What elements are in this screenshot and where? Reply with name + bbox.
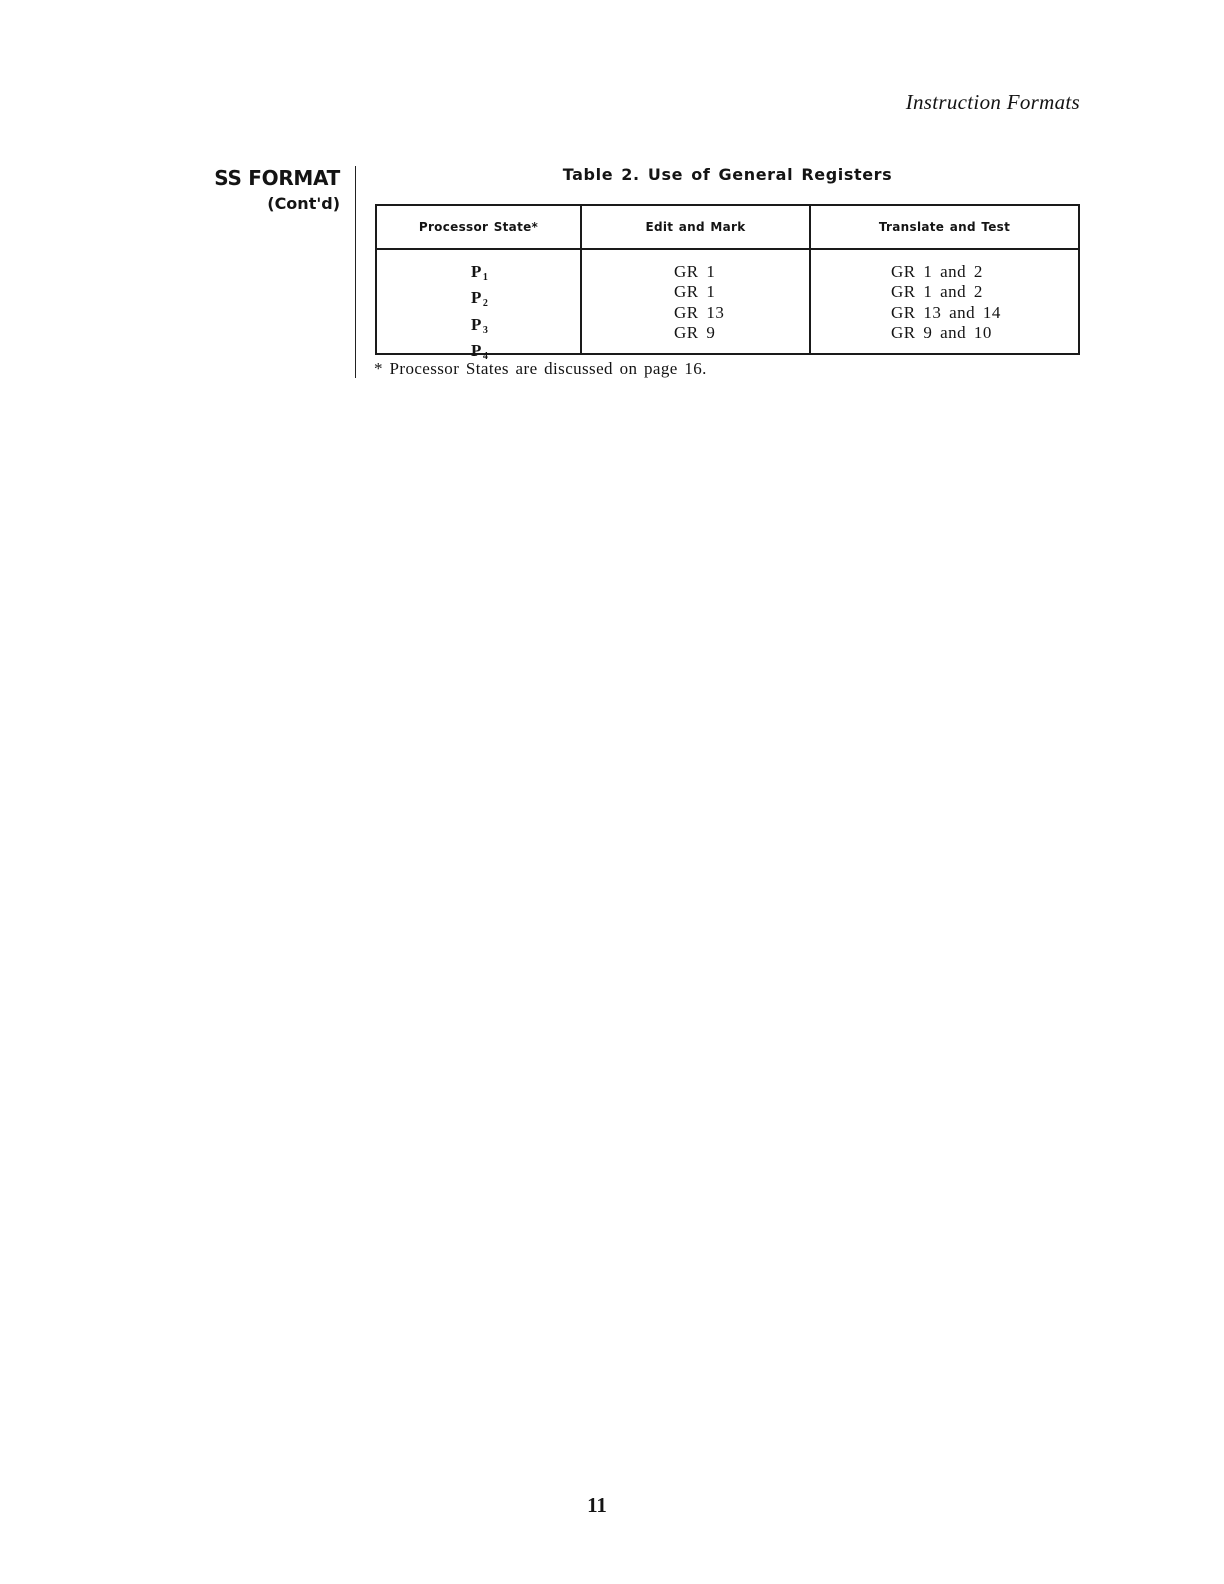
- page-number: 11: [587, 1493, 607, 1517]
- column-divider: [580, 206, 582, 353]
- table-header-row: [377, 206, 1078, 250]
- table-cell-translate-test: GR 13 and 14: [891, 302, 1001, 322]
- side-heading-title: SS FORMAT: [214, 166, 340, 190]
- table-cell-translate-test: GR 1 and 2: [891, 262, 983, 281]
- header-edit-and-mark: Edit and Mark: [645, 220, 746, 234]
- general-registers-table: [375, 204, 1080, 362]
- table-cell-edit-mark: GR 1: [674, 262, 716, 281]
- table-cell-edit-mark: GR 1: [674, 282, 716, 302]
- translate-and-test-column: [891, 262, 1001, 343]
- state-letter: P: [471, 340, 482, 360]
- header-processor-state: Processor State*: [418, 220, 539, 234]
- table-cell-translate-test: GR 9 and 10: [891, 322, 992, 342]
- side-heading-subtitle: (Cont'd): [267, 194, 340, 213]
- table-cell-processor-state: [471, 262, 488, 288]
- table-cell-edit-mark: GR 13: [674, 302, 725, 322]
- table-cell-processor-state: [471, 315, 488, 341]
- table-caption: Table 2. Use of General Registers: [562, 165, 893, 184]
- table-cell-translate-test: GR 1 and 2: [891, 282, 983, 302]
- column-divider: [809, 206, 811, 353]
- table-footnote: * Processor States are discussed on page 16.: [374, 359, 707, 378]
- table-cell-processor-state: [471, 288, 488, 314]
- state-subscript: 2: [482, 298, 489, 310]
- state-letter: P: [471, 262, 482, 281]
- state-letter: P: [471, 288, 482, 308]
- state-letter: P: [471, 314, 482, 334]
- processor-state-column: [471, 262, 488, 367]
- edit-and-mark-column: [674, 262, 724, 343]
- header-translate-and-test: Translate and Test: [878, 220, 1011, 234]
- table-cell-edit-mark: GR 9: [674, 322, 716, 342]
- state-subscript: 1: [482, 272, 489, 283]
- state-subscript: 4: [482, 350, 489, 362]
- state-subscript: 3: [482, 324, 489, 336]
- running-head: Instruction Formats: [905, 90, 1080, 114]
- side-heading: [214, 164, 340, 215]
- margin-rule: [355, 166, 356, 378]
